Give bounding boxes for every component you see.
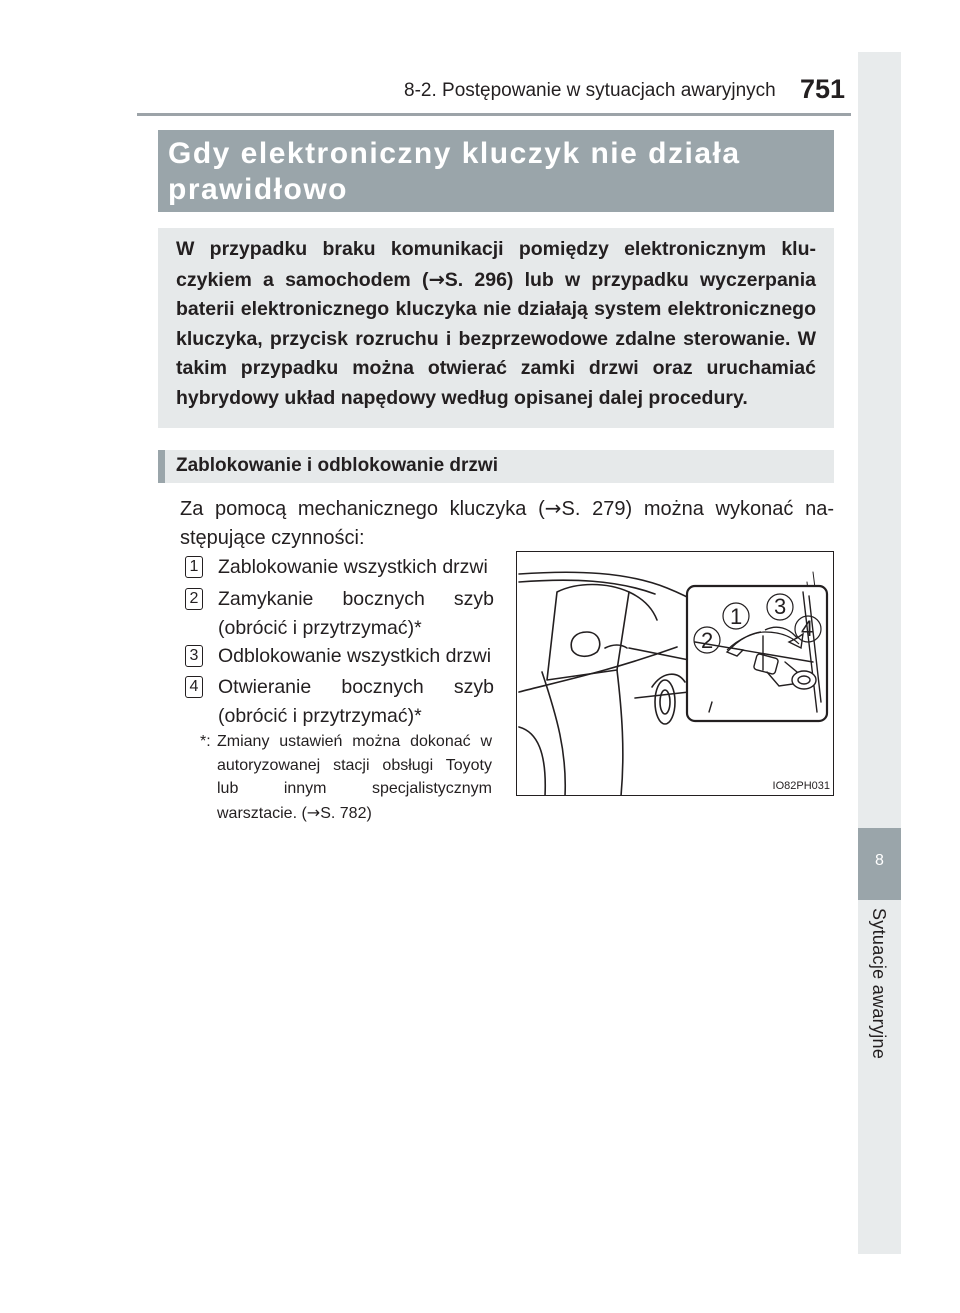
footnote-text: Zmiany ustawień można dokonać w autoryzowanej stacji obsługi Toyoty lub innym specjalistycznym warsztacie. (→S. 782) <box>217 733 492 822</box>
step-text: Zamykanie bocznych szyb (obrócić i przytrzymać)* <box>218 588 494 639</box>
step-number-badge: 1 <box>185 556 203 578</box>
callout-3: 3 <box>774 594 787 619</box>
reference-arrow-icon: → <box>428 267 445 291</box>
page-title: Gdy elektroniczny kluczyk nie działa prawidłowo <box>168 137 741 206</box>
page-number: 751 <box>800 74 846 104</box>
door-lock-illustration <box>516 551 834 796</box>
reference-arrow-icon: → <box>306 802 321 822</box>
step-text: Odblokowanie wszystkich drzwi <box>218 645 492 667</box>
car-door-key-drawing <box>517 552 834 796</box>
step-number-badge: 3 <box>185 645 203 667</box>
subsection-title: Zablokowanie i odblokowanie drzwi <box>176 455 498 476</box>
footnote-marker: *: <box>200 733 211 750</box>
chapter-number: 8 <box>875 852 884 869</box>
subsection-paragraph: Za pomocą mechanicznego kluczyka (→S. 279) można wykonać następujące czynności: <box>180 496 834 549</box>
figure-code: IO82PH031 <box>772 780 830 792</box>
running-header: 8-2. Postępowanie w sytuacjach awaryjnych <box>404 80 776 101</box>
step-number-badge: 2 <box>185 588 203 610</box>
callout-2: 2 <box>701 628 714 653</box>
reference-arrow-icon: → <box>544 496 562 520</box>
step-text: Otwieranie bocznych szyb (obrócić i przytrzymać)* <box>218 676 494 727</box>
callout-1: 1 <box>730 604 743 629</box>
chapter-title: Sytuacje awaryjne <box>869 908 889 1060</box>
callout-4: 4 <box>801 616 814 641</box>
intro-paragraph: W przypadku braku komunikacji pomiędzy elektronicznym kluczykiem a samochodem (→S. 296) lub w przypadku wyczerpania baterii elektronicznego kluczyka nie działają system elektronicznego kluczyka, przycisk rozruchu i bezprzewodowe zdalne sterowanie. W takim przypadku można otwierać zamki drzwi oraz uruchamiać hybrydowy układ napędowy według opisanej dalej procedury. <box>176 238 816 409</box>
step-number-badge: 4 <box>185 676 203 698</box>
subsection-accent <box>158 450 165 483</box>
step-text: Zablokowanie wszystkich drzwi <box>218 556 488 578</box>
header-divider <box>137 113 851 116</box>
chapter-side-strip <box>858 52 901 1254</box>
